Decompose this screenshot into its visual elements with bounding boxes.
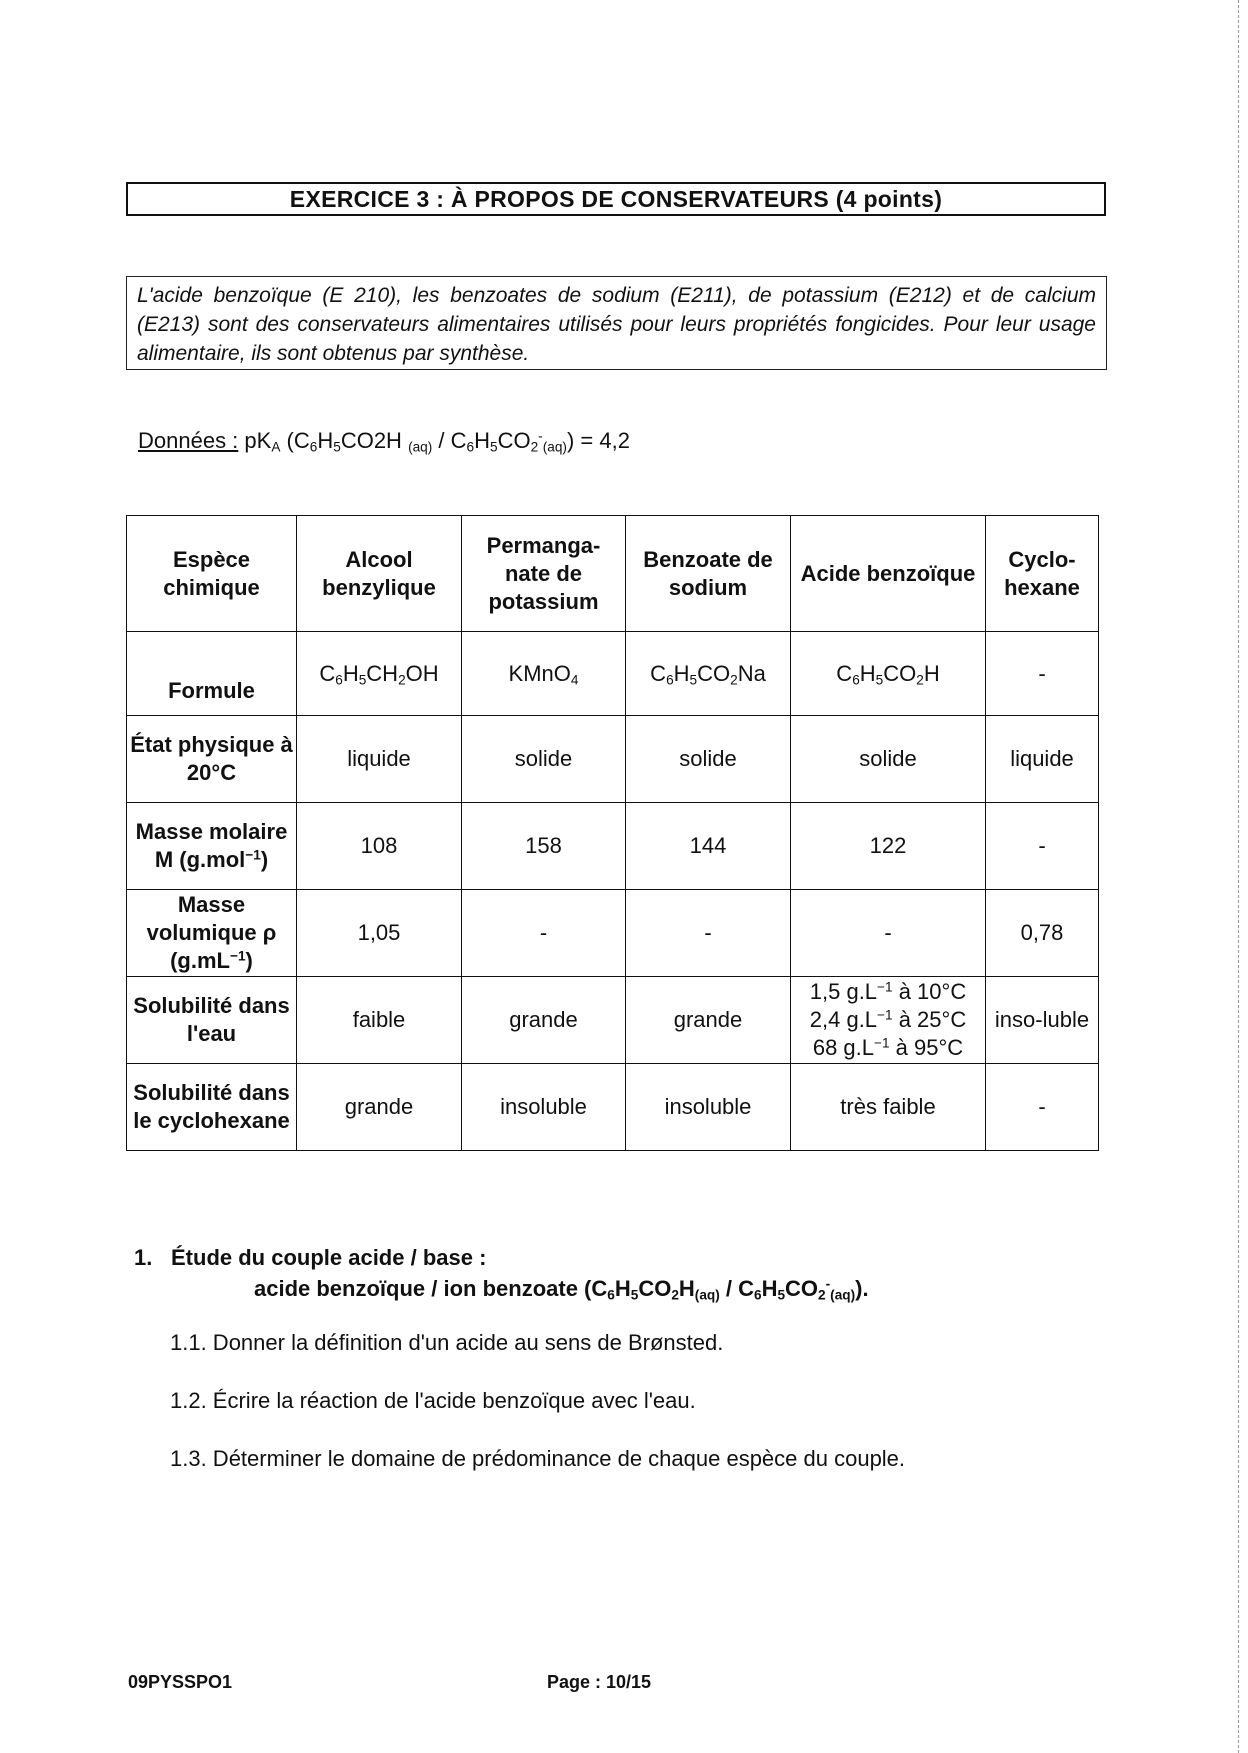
- donnees-label: Données :: [138, 428, 239, 453]
- cell-mv-acide: -: [791, 890, 986, 977]
- cell-sol-eau-benzoate: grande: [626, 977, 791, 1064]
- cell-mv-permanganate: -: [462, 890, 626, 977]
- intro-box: [126, 276, 1107, 370]
- row-label-formule: Formule: [127, 632, 297, 716]
- cell-mv-cyclohexane: 0,78: [986, 890, 1099, 977]
- cell-sol-eau-permanganate: grande: [462, 977, 626, 1064]
- header-acide: Acide benzoïque: [791, 516, 986, 632]
- footer-code: 09PYSSPO1: [128, 1672, 233, 1692]
- header-benzoate: Benzoate de sodium: [626, 516, 791, 632]
- cell-mm-acide: 122: [791, 803, 986, 890]
- cell-mm-permanganate: 158: [462, 803, 626, 890]
- cell-sol-eau-alcool: faible: [297, 977, 462, 1064]
- cell-etat-acide: solide: [791, 716, 986, 803]
- question-1-3: 1.3. Déterminer le domaine de prédominance de chaque espèce du couple.: [170, 1446, 906, 1471]
- exercise-title: EXERCICE 3 : À PROPOS DE CONSERVATEURS (4 points): [126, 182, 1106, 216]
- cell-sol-eau-acide: 1,5 $g.L^{-1}$ à 10°C 2,4 $g.L^{-1}$ à 25°C 68 $g.L^{-1}$ à 95°C: [791, 977, 986, 1064]
- header-permanganate: Permanga-nate de potassium: [462, 516, 626, 632]
- q1-number: 1.: [134, 1245, 153, 1270]
- table-row: [127, 803, 1099, 890]
- cell-mm-cyclohexane: -: [986, 803, 1099, 890]
- header-cyclohexane: Cyclo-hexane: [986, 516, 1099, 632]
- row-label-masse-volumique: Masse volumique ρ $(g.mL^{-1})$: [127, 890, 297, 977]
- question-1-2: 1.2. Écrire la réaction de l'acide benzoïque avec l'eau.: [170, 1388, 696, 1413]
- cell-sol-cyc-alcool: grande: [297, 1064, 462, 1151]
- cell-formule-alcool: $C_6H_5CH_2OH$: [297, 632, 462, 716]
- cell-etat-benzoate: solide: [626, 716, 791, 803]
- table-row: [127, 716, 1099, 803]
- margin-line: [1238, 0, 1240, 1753]
- q1-subtitle: acide benzoïque / ion benzoate $(C_6H_5CO_2H_{(aq)} / C_6H_5CO_2^-_{(aq)})$.: [254, 1276, 869, 1303]
- row-label-etat: État physique à 20°C: [127, 716, 297, 803]
- q1-subtitle-prefix: acide benzoïque / ion benzoate: [254, 1276, 578, 1301]
- cell-etat-permanganate: solide: [462, 716, 626, 803]
- data-table: [126, 515, 1099, 1151]
- donnees-line: [138, 428, 630, 454]
- table-row: [127, 890, 1099, 977]
- cell-formule-cyclohexane: -: [986, 632, 1099, 716]
- intro-text: L'acide benzoïque (E 210), les benzoates de sodium (E211), de potassium (E212) et de calcium (E213) sont des conservateurs alimentaires utilisés pour leurs propriétés fongicides. Pour leur usage alimentaire, ils sont obtenus par synthèse.: [137, 284, 1096, 365]
- question-1-1: 1.1. Donner la définition d'un acide au sens de Brønsted.: [170, 1330, 724, 1355]
- cell-etat-alcool: liquide: [297, 716, 462, 803]
- footer-page: Page : 10/15: [547, 1672, 652, 1692]
- cell-sol-cyc-acide: très faible: [791, 1064, 986, 1151]
- row-label-masse-molaire: Masse molaire M (g.mol$^{-1}$): [127, 803, 297, 890]
- table-row: [127, 632, 1099, 716]
- q1-title: Étude du couple acide / base :: [171, 1245, 487, 1270]
- row-label-solubilite-cyclohexane: Solubilité dans le cyclohexane: [127, 1064, 297, 1151]
- pka-expression: $pK_A$ ($C_6H_5CO2H$ $_{(aq)} / C_6H_5CO_2^-_{(aq)}$): [244, 428, 575, 455]
- pka-value: = 4,2: [580, 428, 630, 453]
- table-row: [127, 977, 1099, 1064]
- table-row: [127, 1064, 1099, 1151]
- cell-mv-alcool: 1,05: [297, 890, 462, 977]
- cell-mm-alcool: 108: [297, 803, 462, 890]
- cell-mv-benzoate: -: [626, 890, 791, 977]
- cell-sol-cyc-cyclohexane: -: [986, 1064, 1099, 1151]
- question-1: [134, 1242, 869, 1304]
- cell-formule-acide: $C_6H_5CO_2H$: [791, 632, 986, 716]
- cell-formule-benzoate: $C_6H_5CO_2Na$: [626, 632, 791, 716]
- cell-etat-cyclohexane: liquide: [986, 716, 1099, 803]
- cell-sol-eau-cyclohexane: inso-luble: [986, 977, 1099, 1064]
- cell-sol-cyc-benzoate: insoluble: [626, 1064, 791, 1151]
- cell-mm-benzoate: 144: [626, 803, 791, 890]
- cell-formule-permanganate: KMnO$_4$: [462, 632, 626, 716]
- cell-sol-cyc-permanganate: insoluble: [462, 1064, 626, 1151]
- table-header-row: [127, 516, 1099, 632]
- header-espece: Espèce chimique: [127, 516, 297, 632]
- header-alcool: Alcool benzylique: [297, 516, 462, 632]
- row-label-solubilite-eau: Solubilité dans l'eau: [127, 977, 297, 1064]
